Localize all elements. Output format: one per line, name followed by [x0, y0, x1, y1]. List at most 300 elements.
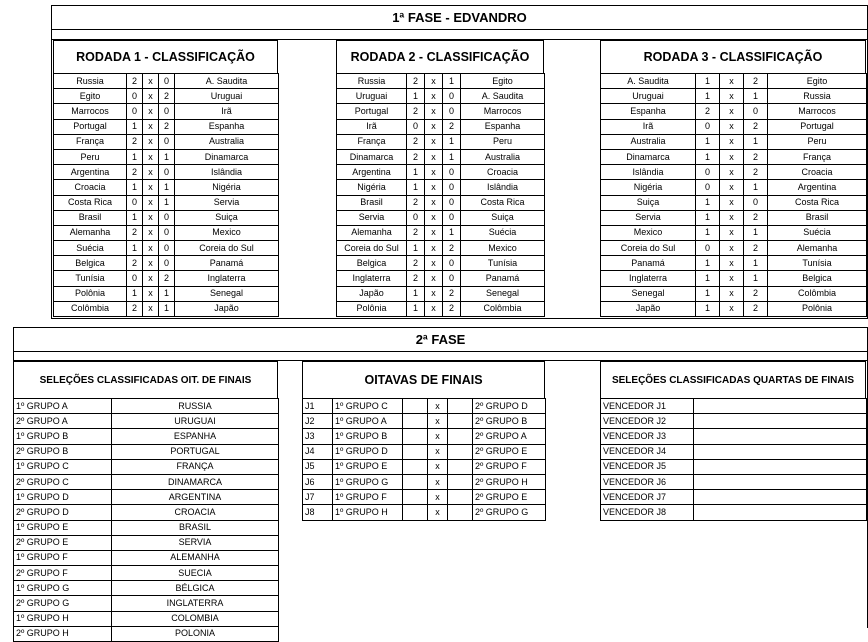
round-3-table [600, 73, 867, 317]
home-slot: 1º GRUPO E [333, 459, 403, 474]
away-score[interactable] [448, 444, 473, 459]
oitavas-title: OITAVAS DE FINAIS [302, 361, 545, 398]
table-row [14, 611, 279, 626]
table-row [601, 459, 867, 474]
away-score[interactable]: 1 [744, 271, 768, 286]
home-score[interactable]: 1 [696, 134, 720, 149]
home-score[interactable]: 1 [696, 271, 720, 286]
group-position: 2º GRUPO E [14, 535, 112, 550]
table-row [14, 429, 279, 444]
home-team: Alemanha [337, 225, 407, 240]
match-row [601, 134, 867, 149]
group-position: 1º GRUPO F [14, 550, 112, 565]
table-row [14, 414, 279, 429]
away-score[interactable]: 0 [159, 165, 175, 180]
away-slot: 2º GRUPO E [473, 444, 546, 459]
home-slot: 1º GRUPO F [333, 490, 403, 505]
away-score[interactable]: 2 [744, 149, 768, 164]
away-score[interactable]: 0 [744, 195, 768, 210]
away-team: Colômbia [768, 286, 867, 301]
match-row [337, 195, 545, 210]
away-slot: 2º GRUPO G [473, 505, 546, 520]
match-row [54, 286, 279, 301]
away-team: Egito [768, 74, 867, 89]
versus: x [425, 225, 443, 240]
away-score[interactable] [448, 490, 473, 505]
match-row [54, 134, 279, 149]
home-score[interactable]: 1 [407, 301, 425, 316]
home-score[interactable]: 0 [407, 119, 425, 134]
quartas-classificadas-panel [600, 361, 866, 521]
home-score[interactable]: 2 [407, 271, 425, 286]
versus: x [720, 119, 744, 134]
away-score[interactable]: 2 [744, 286, 768, 301]
away-score[interactable]: 1 [159, 301, 175, 316]
home-slot: 1º GRUPO H [333, 505, 403, 520]
versus: x [425, 210, 443, 225]
home-team: Polônia [337, 301, 407, 316]
away-score[interactable] [448, 414, 473, 429]
home-score[interactable] [403, 429, 428, 444]
game-id: J6 [303, 474, 333, 489]
away-slot: 2º GRUPO F [473, 459, 546, 474]
home-score[interactable]: 2 [127, 165, 143, 180]
away-slot: 2º GRUPO A [473, 429, 546, 444]
home-slot: 1º GRUPO A [333, 414, 403, 429]
away-score[interactable]: 2 [159, 89, 175, 104]
home-score[interactable] [403, 399, 428, 414]
home-score[interactable]: 1 [127, 119, 143, 134]
away-score[interactable]: 0 [443, 210, 461, 225]
versus: x [143, 104, 159, 119]
match-row [601, 225, 867, 240]
away-score[interactable]: 0 [443, 89, 461, 104]
home-score[interactable]: 1 [696, 256, 720, 271]
home-team: Espanha [601, 104, 696, 119]
away-score[interactable]: 1 [443, 149, 461, 164]
away-score[interactable]: 2 [443, 241, 461, 256]
home-score[interactable]: 2 [696, 104, 720, 119]
quartas-classificadas-title: SELEÇÕES CLASSIFICADAS QUARTAS DE FINAIS [600, 361, 866, 398]
home-score[interactable]: 1 [696, 74, 720, 89]
home-score[interactable]: 0 [696, 119, 720, 134]
home-score[interactable]: 1 [127, 241, 143, 256]
away-score[interactable]: 0 [443, 195, 461, 210]
home-score[interactable]: 2 [127, 134, 143, 149]
away-score[interactable]: 0 [443, 180, 461, 195]
match-row [337, 89, 545, 104]
match-row [337, 180, 545, 195]
away-score[interactable]: 2 [744, 210, 768, 225]
game-id: J1 [303, 399, 333, 414]
table-row [601, 444, 867, 459]
versus: x [143, 165, 159, 180]
home-score[interactable]: 1 [407, 89, 425, 104]
table-row [303, 474, 546, 489]
table-row [303, 490, 546, 505]
away-team: Japão [175, 301, 279, 316]
away-score[interactable]: 2 [744, 119, 768, 134]
away-team: Panamá [175, 256, 279, 271]
away-team: Polônia [768, 301, 867, 316]
home-score[interactable]: 1 [407, 286, 425, 301]
away-score[interactable]: 0 [159, 134, 175, 149]
match-row [337, 225, 545, 240]
versus: x [143, 119, 159, 134]
oitavas-table [302, 398, 546, 521]
match-row [54, 89, 279, 104]
winner-label: VENCEDOR J2 [601, 414, 694, 429]
winner-team[interactable] [694, 444, 867, 459]
table-row [14, 474, 279, 489]
winner-team[interactable] [694, 459, 867, 474]
home-score[interactable]: 1 [407, 165, 425, 180]
match-row [601, 195, 867, 210]
home-team: Costa Rica [54, 195, 127, 210]
home-score[interactable]: 1 [407, 180, 425, 195]
home-score[interactable]: 2 [407, 149, 425, 164]
away-score[interactable]: 2 [744, 241, 768, 256]
away-score[interactable] [448, 459, 473, 474]
match-row [54, 104, 279, 119]
versus: x [143, 225, 159, 240]
table-row [303, 429, 546, 444]
match-row [601, 119, 867, 134]
oitavas-classificadas-panel [13, 361, 278, 642]
home-team: Brasil [337, 195, 407, 210]
home-team: Uruguai [337, 89, 407, 104]
away-score[interactable]: 0 [159, 104, 175, 119]
home-score[interactable]: 1 [696, 195, 720, 210]
away-score[interactable]: 2 [443, 119, 461, 134]
home-score[interactable]: 1 [127, 210, 143, 225]
home-team: Russia [54, 74, 127, 89]
home-score[interactable] [403, 459, 428, 474]
winner-team[interactable] [694, 414, 867, 429]
match-row [54, 301, 279, 316]
home-score[interactable]: 1 [696, 210, 720, 225]
match-row [601, 301, 867, 316]
winner-label: VENCEDOR J8 [601, 505, 694, 520]
home-team: Senegal [601, 286, 696, 301]
table-row [601, 399, 867, 414]
team-name: FRANÇA [112, 459, 279, 474]
away-score[interactable]: 1 [159, 195, 175, 210]
team-name: PORTUGAL [112, 444, 279, 459]
team-name: DINAMARCA [112, 474, 279, 489]
round-1-table [53, 73, 279, 317]
away-team: Belgica [768, 271, 867, 286]
versus: x [425, 119, 443, 134]
versus: x [425, 241, 443, 256]
group-position: 1º GRUPO B [14, 429, 112, 444]
home-score[interactable]: 2 [127, 301, 143, 316]
winner-label: VENCEDOR J5 [601, 459, 694, 474]
away-team: Irã [175, 104, 279, 119]
away-score[interactable]: 0 [159, 210, 175, 225]
home-score[interactable]: 2 [407, 256, 425, 271]
away-slot: 2º GRUPO E [473, 490, 546, 505]
away-score[interactable]: 1 [159, 149, 175, 164]
away-score[interactable] [448, 505, 473, 520]
table-row [14, 550, 279, 565]
versus: x [425, 180, 443, 195]
away-score[interactable]: 0 [159, 256, 175, 271]
match-row [337, 74, 545, 89]
away-score[interactable]: 1 [443, 134, 461, 149]
table-row [303, 414, 546, 429]
home-score[interactable]: 2 [407, 225, 425, 240]
table-row [601, 505, 867, 520]
home-score[interactable] [403, 505, 428, 520]
away-score[interactable]: 2 [159, 271, 175, 286]
home-slot: 1º GRUPO G [333, 474, 403, 489]
match-row [54, 165, 279, 180]
versus: x [428, 399, 448, 414]
away-team: Uruguai [175, 89, 279, 104]
home-team: Coreia do Sul [601, 241, 696, 256]
away-team: Suécia [768, 225, 867, 240]
versus: x [720, 165, 744, 180]
versus: x [425, 256, 443, 271]
team-name: POLONIA [112, 626, 279, 641]
home-score[interactable] [403, 490, 428, 505]
away-score[interactable]: 1 [744, 134, 768, 149]
home-score[interactable]: 1 [696, 225, 720, 240]
home-score[interactable]: 1 [696, 301, 720, 316]
match-row [337, 256, 545, 271]
home-team: Suécia [54, 241, 127, 256]
home-score[interactable]: 2 [407, 104, 425, 119]
table-row [303, 505, 546, 520]
winner-team[interactable] [694, 429, 867, 444]
away-score[interactable]: 2 [443, 286, 461, 301]
away-slot: 2º GRUPO D [473, 399, 546, 414]
fase1-separator [51, 30, 868, 40]
table-row [14, 626, 279, 641]
match-row [601, 104, 867, 119]
away-team: Servia [175, 195, 279, 210]
group-position: 1º GRUPO H [14, 611, 112, 626]
versus: x [428, 490, 448, 505]
away-score[interactable]: 0 [443, 165, 461, 180]
match-row [54, 271, 279, 286]
home-team: Servia [337, 210, 407, 225]
away-team: Panamá [461, 271, 545, 286]
away-score[interactable]: 0 [159, 241, 175, 256]
game-id: J8 [303, 505, 333, 520]
match-row [337, 165, 545, 180]
home-score[interactable]: 0 [696, 180, 720, 195]
home-score[interactable] [403, 414, 428, 429]
winner-label: VENCEDOR J3 [601, 429, 694, 444]
versus: x [428, 444, 448, 459]
table-row [303, 399, 546, 414]
away-score[interactable]: 2 [744, 74, 768, 89]
versus: x [428, 459, 448, 474]
home-score[interactable]: 1 [696, 286, 720, 301]
table-row [14, 581, 279, 596]
versus: x [143, 256, 159, 271]
oitavas-panel [302, 361, 545, 521]
away-team: Nigéria [175, 180, 279, 195]
home-score[interactable]: 1 [127, 286, 143, 301]
versus: x [143, 134, 159, 149]
away-score[interactable]: 2 [443, 301, 461, 316]
home-team: A. Saudita [601, 74, 696, 89]
round-2-title: RODADA 2 - CLASSIFICAÇÃO [336, 40, 544, 73]
home-score[interactable]: 0 [696, 241, 720, 256]
match-row [337, 271, 545, 286]
away-score[interactable]: 0 [443, 256, 461, 271]
round-1-title: RODADA 1 - CLASSIFICAÇÃO [53, 40, 278, 73]
away-score[interactable]: 2 [744, 301, 768, 316]
away-score[interactable]: 2 [159, 119, 175, 134]
home-score[interactable]: 0 [127, 271, 143, 286]
group-position: 2º GRUPO C [14, 474, 112, 489]
home-team: Portugal [54, 119, 127, 134]
away-team: Argentina [768, 180, 867, 195]
away-team: Suiça [175, 210, 279, 225]
away-score[interactable]: 0 [443, 271, 461, 286]
table-row [601, 474, 867, 489]
home-team: Suiça [601, 195, 696, 210]
fase2-title: 2ª FASE [13, 327, 868, 352]
away-team: Portugal [768, 119, 867, 134]
team-name: BRASIL [112, 520, 279, 535]
group-position: 2º GRUPO H [14, 626, 112, 641]
versus: x [425, 134, 443, 149]
away-score[interactable]: 1 [159, 180, 175, 195]
home-slot: 1º GRUPO B [333, 429, 403, 444]
versus: x [720, 301, 744, 316]
home-score[interactable]: 2 [127, 74, 143, 89]
winner-team[interactable] [694, 399, 867, 414]
away-score[interactable]: 1 [744, 225, 768, 240]
match-row [54, 149, 279, 164]
versus: x [428, 414, 448, 429]
away-team: Islândia [175, 165, 279, 180]
versus: x [425, 165, 443, 180]
away-team: Senegal [461, 286, 545, 301]
versus: x [143, 89, 159, 104]
home-score[interactable]: 2 [407, 134, 425, 149]
away-team: Suécia [461, 225, 545, 240]
home-score[interactable]: 1 [127, 180, 143, 195]
winner-team[interactable] [694, 505, 867, 520]
home-team: Inglaterra [601, 271, 696, 286]
match-row [337, 119, 545, 134]
versus: x [425, 89, 443, 104]
home-score[interactable]: 1 [127, 149, 143, 164]
versus: x [428, 505, 448, 520]
away-score[interactable]: 0 [443, 104, 461, 119]
home-team: Japão [601, 301, 696, 316]
home-team: Servia [601, 210, 696, 225]
away-score[interactable] [448, 429, 473, 444]
away-score[interactable]: 0 [159, 225, 175, 240]
table-row [14, 444, 279, 459]
home-score[interactable]: 0 [127, 104, 143, 119]
away-team: Mexico [461, 241, 545, 256]
home-score[interactable]: 1 [407, 241, 425, 256]
versus: x [143, 149, 159, 164]
table-row [14, 505, 279, 520]
home-score[interactable]: 1 [696, 149, 720, 164]
round-3-title: RODADA 3 - CLASSIFICAÇÃO [600, 40, 866, 73]
winner-team[interactable] [694, 474, 867, 489]
away-slot: 2º GRUPO B [473, 414, 546, 429]
away-score[interactable]: 1 [744, 89, 768, 104]
versus: x [143, 286, 159, 301]
away-team: Senegal [175, 286, 279, 301]
home-score[interactable]: 2 [407, 195, 425, 210]
home-team: Irã [337, 119, 407, 134]
home-score[interactable]: 0 [127, 195, 143, 210]
home-score[interactable]: 2 [127, 225, 143, 240]
home-team: Dinamarca [337, 149, 407, 164]
versus: x [425, 74, 443, 89]
away-team: Peru [768, 134, 867, 149]
home-score[interactable]: 2 [127, 256, 143, 271]
match-row [54, 119, 279, 134]
table-row [601, 429, 867, 444]
table-row [601, 414, 867, 429]
home-score[interactable]: 2 [407, 74, 425, 89]
home-score[interactable] [403, 474, 428, 489]
versus: x [720, 104, 744, 119]
away-score[interactable]: 0 [744, 104, 768, 119]
team-name: SERVIA [112, 535, 279, 550]
match-row [337, 149, 545, 164]
home-score[interactable]: 0 [127, 89, 143, 104]
home-score[interactable]: 0 [696, 165, 720, 180]
versus: x [720, 134, 744, 149]
versus: x [720, 225, 744, 240]
away-score[interactable] [448, 474, 473, 489]
oitavas-classificadas-table [13, 398, 279, 642]
table-row [14, 596, 279, 611]
away-slot: 2º GRUPO H [473, 474, 546, 489]
winner-label: VENCEDOR J1 [601, 399, 694, 414]
group-position: 2º GRUPO A [14, 414, 112, 429]
versus: x [143, 74, 159, 89]
away-score[interactable]: 1 [443, 74, 461, 89]
away-team: A. Saudita [461, 89, 545, 104]
away-score[interactable] [448, 399, 473, 414]
team-name: URUGUAI [112, 414, 279, 429]
home-slot: 1º GRUPO D [333, 444, 403, 459]
away-score[interactable]: 2 [744, 165, 768, 180]
group-position: 1º GRUPO E [14, 520, 112, 535]
home-team: Islândia [601, 165, 696, 180]
team-name: ARGENTINA [112, 490, 279, 505]
away-score[interactable]: 1 [744, 256, 768, 271]
match-row [54, 225, 279, 240]
away-score[interactable]: 1 [159, 286, 175, 301]
table-row [303, 444, 546, 459]
home-score[interactable]: 1 [696, 89, 720, 104]
group-position: 1º GRUPO C [14, 459, 112, 474]
home-score[interactable]: 0 [407, 210, 425, 225]
away-score[interactable]: 1 [744, 180, 768, 195]
winner-team[interactable] [694, 490, 867, 505]
away-score[interactable]: 0 [159, 74, 175, 89]
fase2-separator [13, 352, 868, 361]
quartas-classificadas-table [600, 398, 867, 521]
away-score[interactable]: 1 [443, 225, 461, 240]
home-score[interactable] [403, 444, 428, 459]
